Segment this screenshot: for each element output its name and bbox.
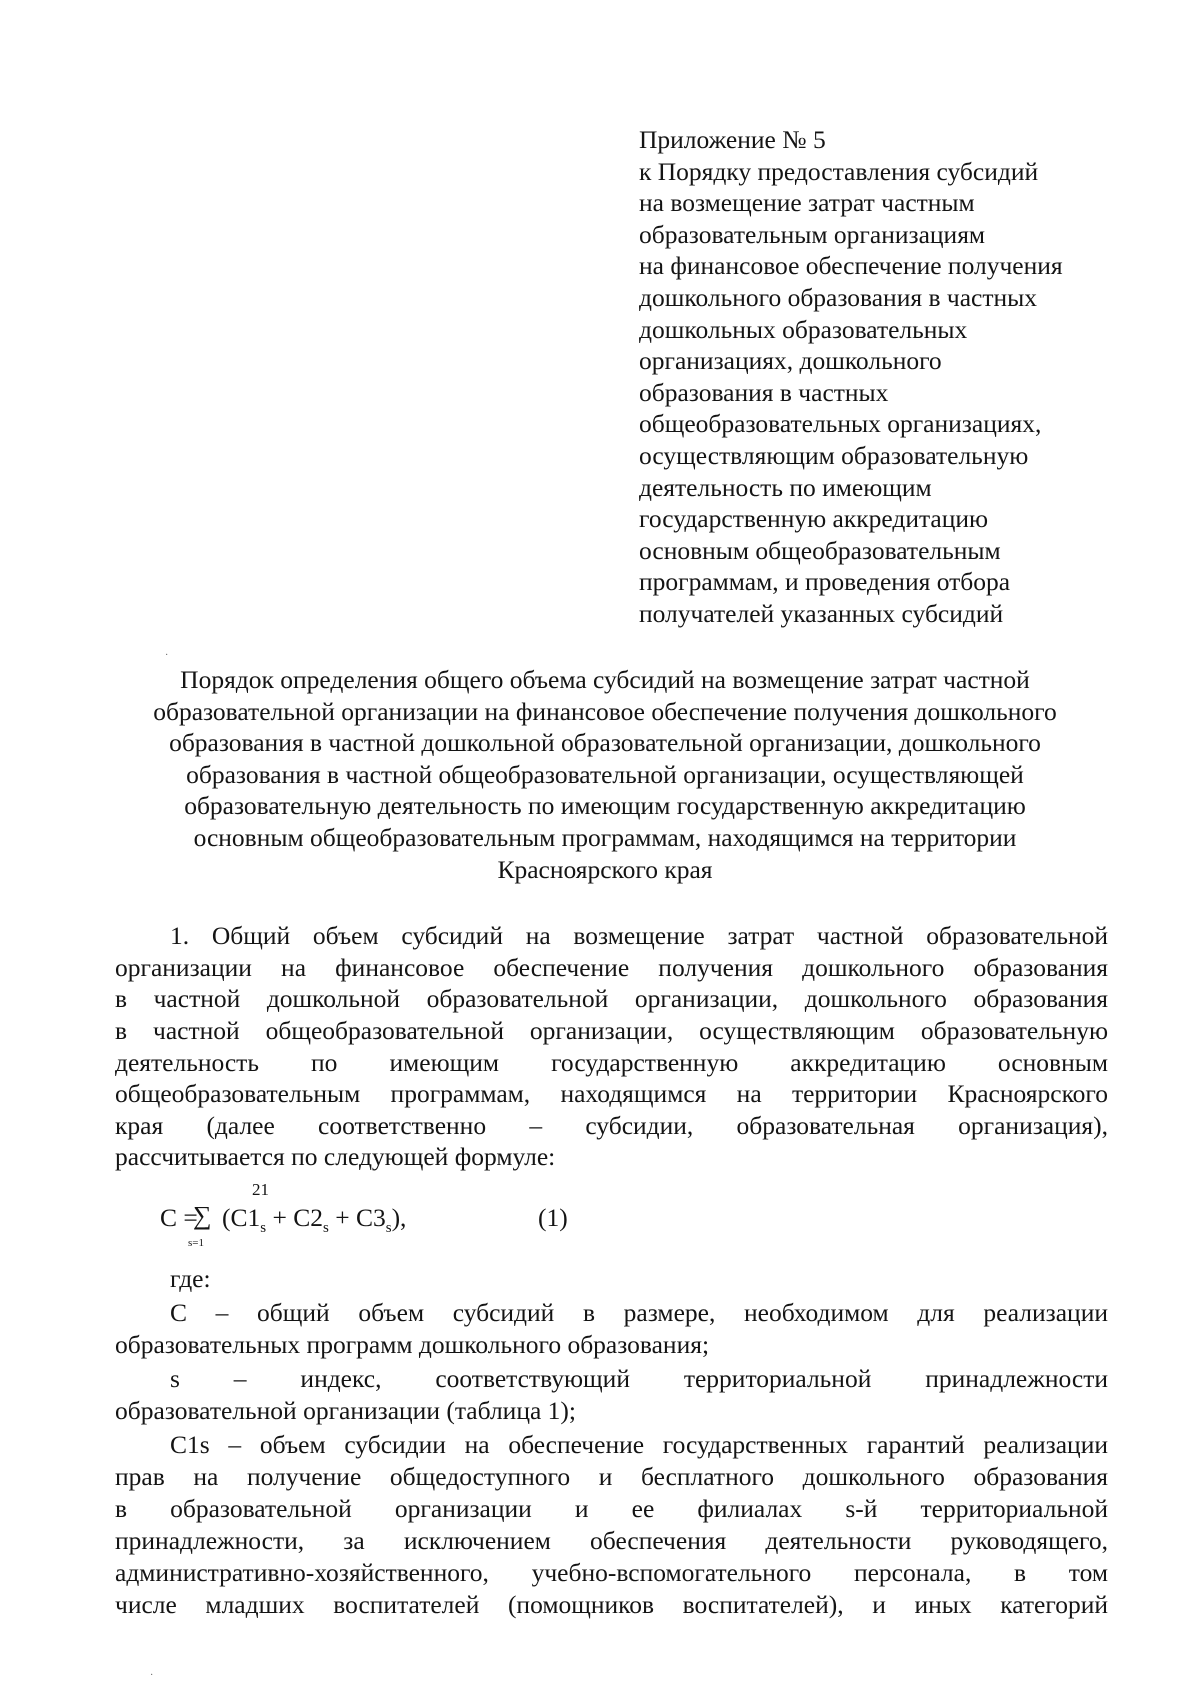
formula-lhs: С = xyxy=(160,1203,198,1232)
definition-line: в образовательной организации и ее филиалах s-й территориальной xyxy=(115,1494,1108,1523)
sum-upper-limit: 21 xyxy=(252,1180,269,1199)
definition-line: s – индекс, соответствующий территориальной принадлежности xyxy=(170,1364,1108,1393)
title-line: образования в частной дошкольной образовательной организации, дошкольного xyxy=(169,728,1041,758)
formula-subscript: s xyxy=(260,1220,267,1237)
formula-body xyxy=(222,1203,406,1237)
appendix-line: организациях, дошкольного xyxy=(639,346,942,376)
appendix-line: общеобразовательных организациях, xyxy=(639,409,1042,439)
appendix-line: осуществляющим образовательную xyxy=(639,440,1029,470)
paragraph-line: общеобразовательным программам, находящимся на территории Красноярского xyxy=(115,1079,1108,1108)
paragraph-line: в частной дошкольной образовательной организации, дошкольного образования xyxy=(115,984,1108,1013)
title-line: основным общеобразовательным программам, находящимся на территории xyxy=(193,822,1017,852)
formula-term: + С2 xyxy=(266,1203,323,1232)
paragraph-line: края (далее соответственно – субсидии, образовательная организация), xyxy=(115,1111,1108,1140)
title-line: Красноярского края xyxy=(497,854,713,884)
appendix-line: дошкольных образовательных xyxy=(639,314,968,344)
appendix-line: государственную аккредитацию xyxy=(639,504,989,534)
scan-speck: · xyxy=(150,1670,154,1681)
definition-line: образовательной организации (таблица 1); xyxy=(115,1396,576,1425)
definition-line: образовательных программ дошкольного образования; xyxy=(115,1330,710,1359)
title-line: образовательную деятельность по имеющим государственную аккредитацию xyxy=(184,791,1026,821)
appendix-line: на возмещение затрат частным xyxy=(639,188,975,218)
appendix-line: дошкольного образования в частных xyxy=(639,282,1038,312)
sum-symbol: ∑ xyxy=(193,1201,212,1230)
title-line: Порядок определения общего объема субсидий на возмещение затрат частной xyxy=(180,665,1030,694)
appendix-block xyxy=(639,124,1109,630)
appendix-line: Приложение № 5 xyxy=(639,125,826,154)
where-label: где: xyxy=(170,1264,211,1293)
paragraph-line: 1. Общий объем субсидий на возмещение затрат частной образовательной xyxy=(170,921,1108,950)
definition-line: числе младших воспитателей (помощников воспитателей), и иных категорий xyxy=(115,1590,1108,1619)
equation-number: (1) xyxy=(538,1203,568,1232)
paragraph-line: организации на финансовое обеспечение получения дошкольного образования xyxy=(115,953,1108,982)
appendix-line: основным общеобразовательным xyxy=(639,535,1001,565)
definition-line: прав на получение общедоступного и бесплатного дошкольного образования xyxy=(115,1462,1108,1491)
formula-term: (С1 xyxy=(222,1203,261,1232)
appendix-line: образовательным организациям xyxy=(639,219,986,249)
appendix-line: деятельность по имеющим xyxy=(639,472,932,502)
paragraph-line: в частной общеобразовательной организации, осуществляющим образовательную xyxy=(115,1016,1108,1045)
definition-line: С – общий объем субсидий в размере, необходимом для реализации xyxy=(170,1298,1108,1327)
formula-term: ), xyxy=(391,1203,407,1232)
definition-line: С1s – объем субсидии на обеспечение государственных гарантий реализации xyxy=(170,1430,1108,1459)
scan-speck: · xyxy=(165,650,169,661)
formula-subscript: s xyxy=(385,1220,392,1237)
formula-subscript: s xyxy=(322,1220,329,1237)
document-title xyxy=(110,664,1100,885)
formula-term: + С3 xyxy=(328,1203,386,1232)
title-line: образования в частной общеобразовательной организации, осуществляющей xyxy=(186,759,1024,789)
appendix-line: образования в частных xyxy=(639,377,889,407)
appendix-line: к Порядку предоставления субсидий xyxy=(639,156,1039,186)
appendix-line: на финансовое обеспечение получения xyxy=(639,251,1063,281)
paragraph-line: деятельность по имеющим государственную аккредитацию основным xyxy=(115,1048,1108,1077)
definition-line: принадлежности, за исключением обеспечения деятельности руководящего, xyxy=(115,1526,1108,1555)
appendix-line: программам, и проведения отбора xyxy=(639,567,1011,597)
sum-lower-limit: s=1 xyxy=(188,1237,204,1249)
paragraph-line: рассчитывается по следующей формуле: xyxy=(115,1142,556,1171)
appendix-line: получателей указанных субсидий xyxy=(639,598,1004,628)
definition-line: административно-хозяйственного, учебно-вспомогательного персонала, в том xyxy=(115,1558,1108,1587)
title-line: образовательной организации на финансовое обеспечение получения дошкольного xyxy=(153,696,1057,726)
